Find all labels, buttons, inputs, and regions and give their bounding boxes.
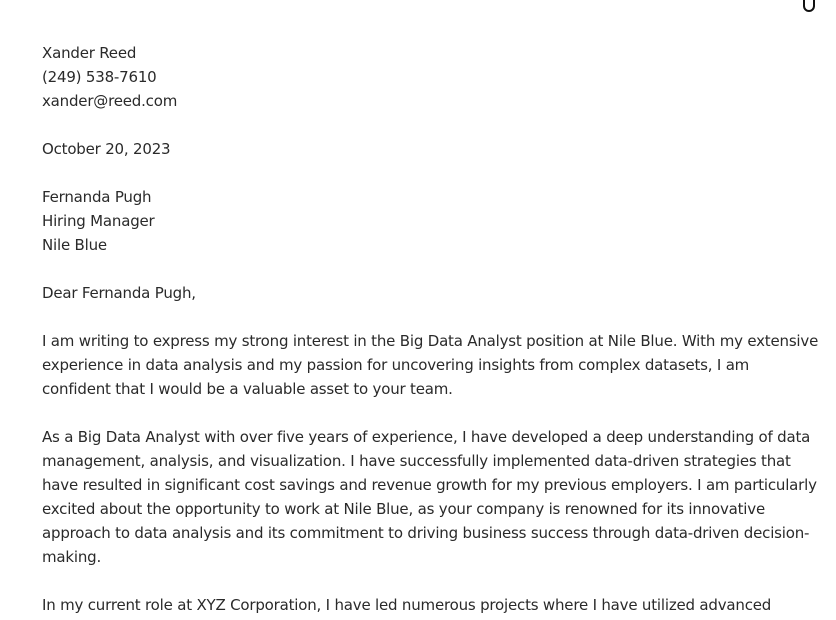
paragraph-line: I am writing to express my strong interest in the Big Data Analyst position at Nile Blue. With my extensive bbox=[42, 332, 819, 350]
paragraph-line: have resulted in significant cost savings and revenue growth for my previous employers. I am particularly bbox=[42, 476, 817, 494]
spacer bbox=[42, 161, 802, 185]
cover-letter bbox=[42, 41, 819, 617]
paragraph-2 bbox=[42, 425, 817, 569]
recipient-title: Hiring Manager bbox=[42, 212, 155, 230]
spacer bbox=[42, 257, 802, 281]
paragraph-line: excited about the opportunity to work at Nile Blue, as your company is renowned for its innovative bbox=[42, 500, 765, 518]
paragraph-3 bbox=[42, 593, 802, 617]
recipient-company: Nile Blue bbox=[42, 236, 107, 254]
sender-email: xander@reed.com bbox=[42, 92, 178, 110]
sender-phone: (249) 538-7610 bbox=[42, 68, 157, 86]
recipient-name: Fernanda Pugh bbox=[42, 188, 152, 206]
sender-name: Xander Reed bbox=[42, 44, 137, 62]
spacer bbox=[42, 113, 802, 137]
paperclip-icon[interactable] bbox=[802, 0, 816, 14]
spacer bbox=[42, 569, 802, 593]
paragraph-line: As a Big Data Analyst with over five years of experience, I have developed a deep understanding of data bbox=[42, 428, 811, 446]
paragraph-line: management, analysis, and visualization. I have successfully implemented data-driven strategies that bbox=[42, 452, 791, 470]
paragraph-1 bbox=[42, 329, 819, 401]
spacer bbox=[42, 401, 802, 425]
spacer bbox=[42, 305, 802, 329]
paragraph-line: making. bbox=[42, 548, 102, 566]
salutation: Dear Fernanda Pugh, bbox=[42, 284, 196, 302]
paragraph-line: confident that I would be a valuable asset to your team. bbox=[42, 380, 453, 398]
paragraph-line: approach to data analysis and its commitment to driving business success through data-driven decision- bbox=[42, 524, 810, 542]
letter-date: October 20, 2023 bbox=[42, 140, 171, 158]
paragraph-line: experience in data analysis and my passion for uncovering insights from complex datasets, I am bbox=[42, 356, 750, 374]
paragraph-line: In my current role at XYZ Corporation, I have led numerous projects where I have utilized advanced bbox=[42, 596, 772, 614]
